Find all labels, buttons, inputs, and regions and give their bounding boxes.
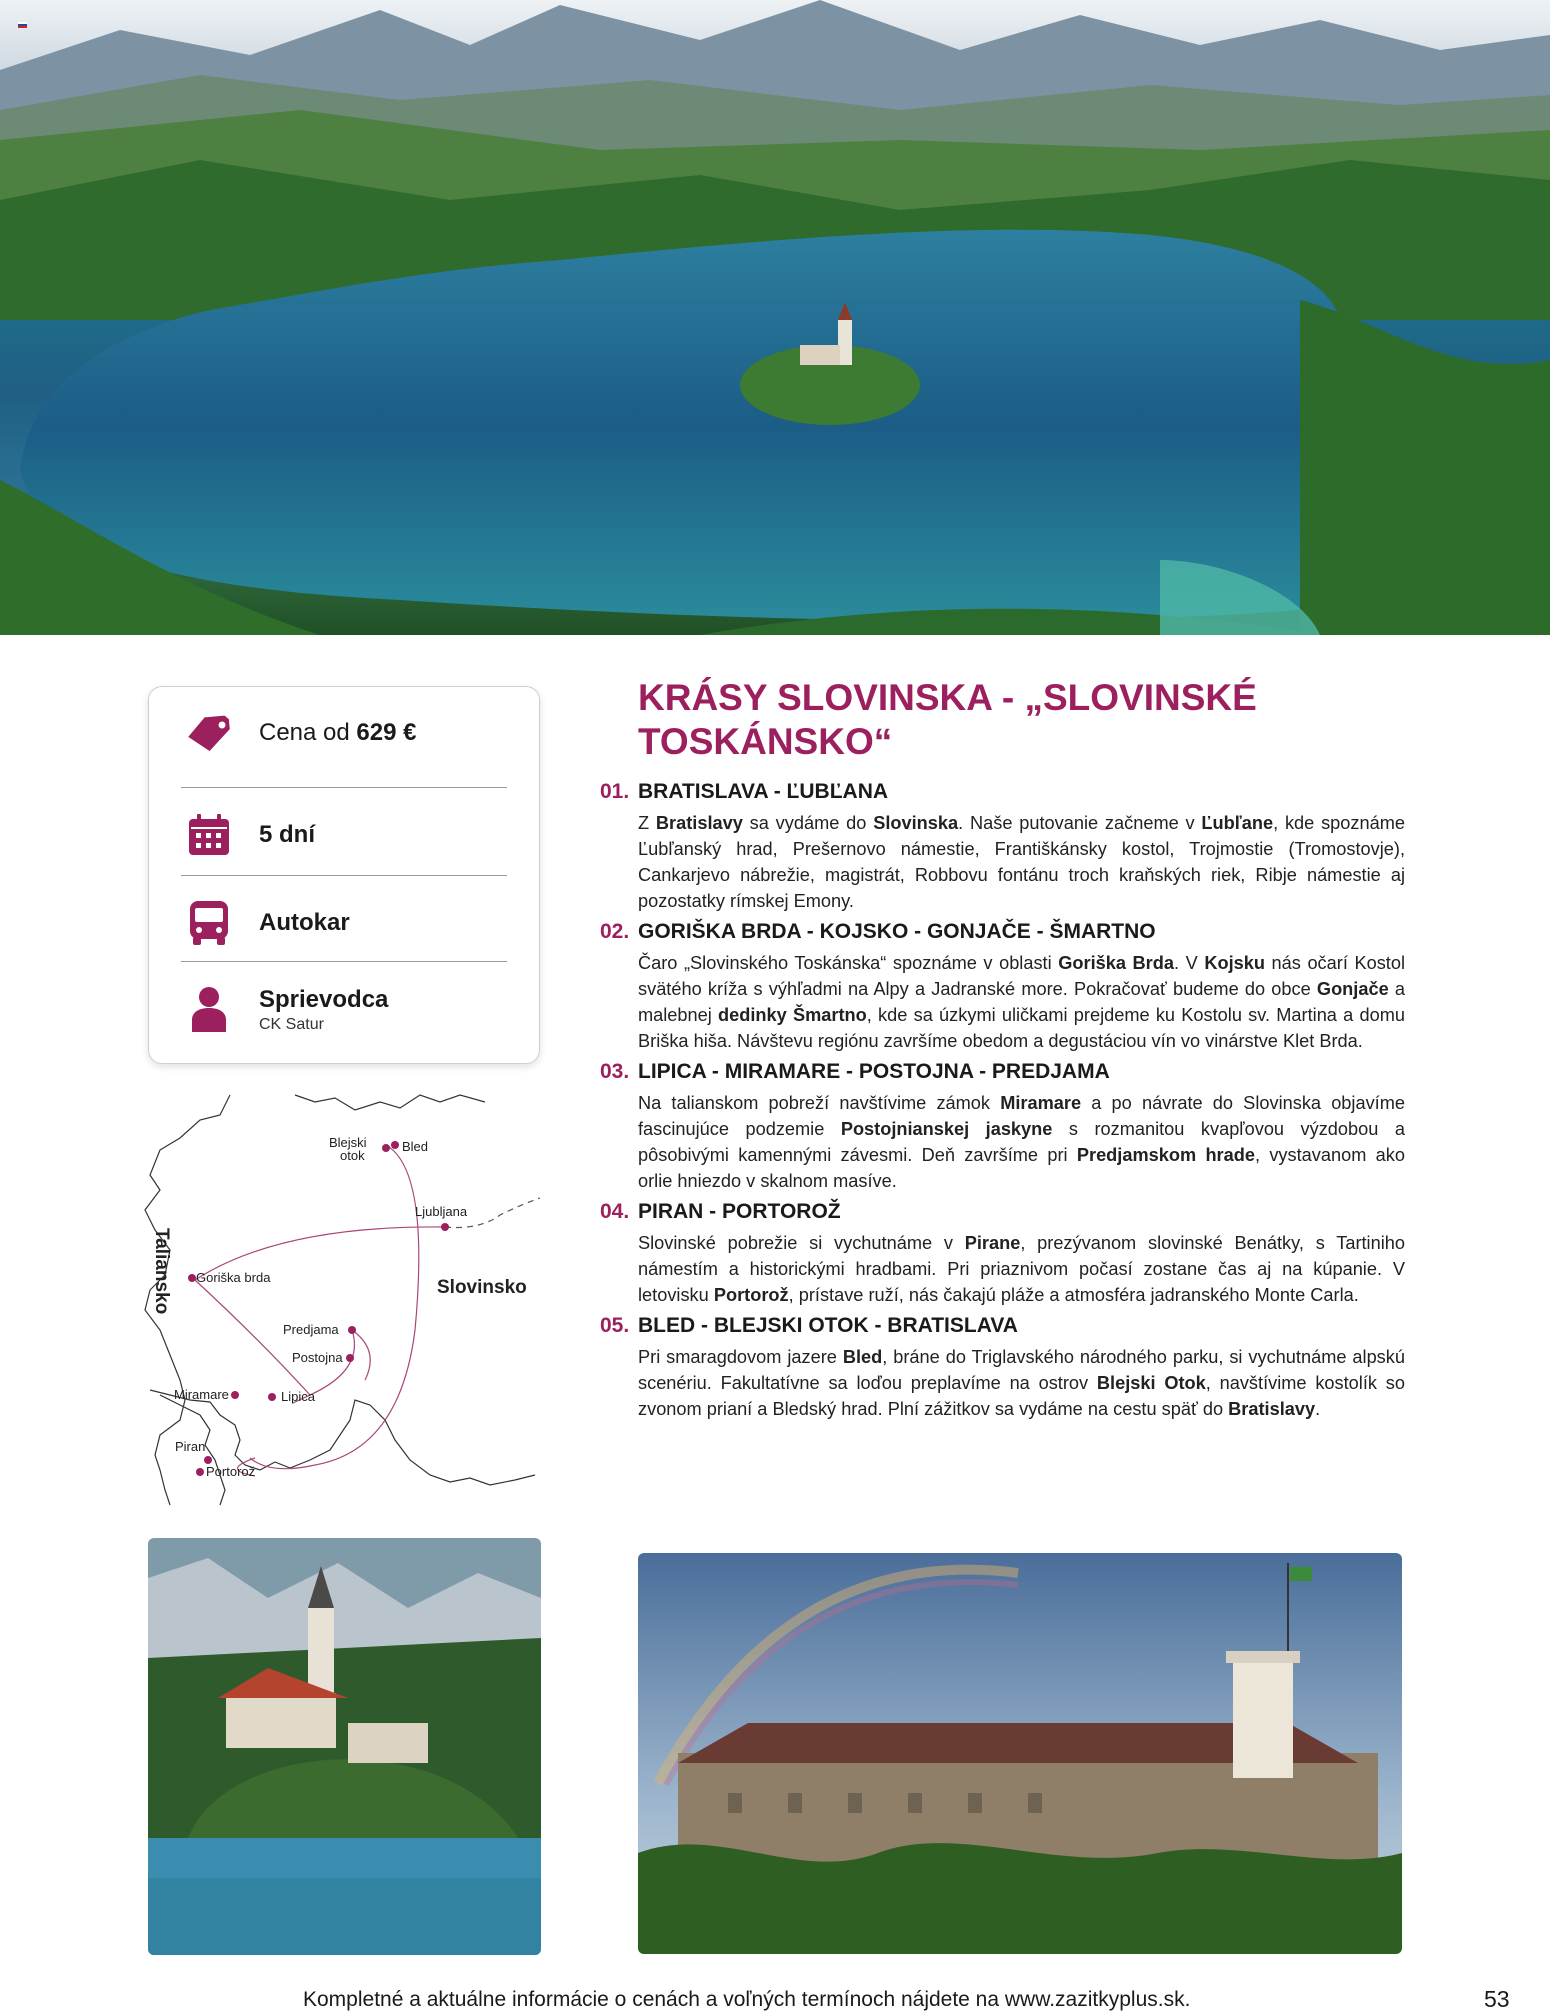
- highlight-text: dedinky Šmartno: [718, 1005, 867, 1025]
- transport-value: Autokar: [259, 908, 350, 936]
- itinerary-day: [600, 1200, 1405, 1308]
- map-label-postojna: Postojna: [292, 1350, 343, 1365]
- map-label-predjama: Predjama: [283, 1322, 339, 1337]
- page-title: KRÁSY SLOVINSKA - „SLOVINSKÉ TOSKÁNSKO“: [638, 677, 1257, 762]
- map-label-bled: Bled: [402, 1139, 429, 1154]
- itinerary: [600, 780, 1405, 1428]
- description-text: , kde spoznáme Ľubľanský hrad, Prešernovo námestie, Františkánsky kostol, Trojmostie (Tromostovje), Cankarjevo nábrežie, magistrát, Robbovu fontánu troch kraňských riek, Ribje námestie aj pozostatky rímskej Emony.: [638, 813, 1406, 911]
- day-heading: [600, 1060, 1405, 1090]
- border-line: [295, 1095, 485, 1110]
- description-text: Slovinské pobrežie si vychutnáme v: [638, 1233, 965, 1253]
- description-text: a malebnej: [638, 979, 1405, 1025]
- description-text: , kde sa úzkymi uličkami prejdeme ku Kostolu sv. Martina a domu Briška hiša. Návštevu regiónu završíme obedom a degustáciou vín vo vinárstve Klet Brda.: [638, 1005, 1405, 1051]
- calendar-icon: [181, 807, 237, 863]
- description-text: , navštívime kostolík so zvonom prianí a Bledský hrad. Plní zážitkov sa vydáme na cestu späť do: [638, 1373, 1405, 1419]
- highlight-text: Bratislavy: [1228, 1399, 1316, 1419]
- flag-icon: [18, 22, 27, 28]
- day-description: [638, 1344, 1405, 1422]
- highlight-text: Kojsku: [1204, 953, 1265, 973]
- highlight-text: Pirane: [964, 1233, 1021, 1253]
- divider: [181, 787, 507, 788]
- highlight-text: Bled: [842, 1347, 883, 1367]
- guide-row: [181, 966, 507, 1053]
- description-text: , prezývanom slovinské Benátky, s Tartiniho námestím a historickými hradbami. Pri priaznivom počasí zostane čas aj na kúpanie. V letovisku: [638, 1233, 1405, 1305]
- highlight-text: Ľubľane: [1201, 813, 1274, 833]
- description-text: a po návrate do Slovinska objavíme fascinujúce podzemie: [638, 1093, 1405, 1139]
- divider: [181, 961, 507, 962]
- day-heading: [600, 1200, 1405, 1230]
- footer-note: Kompletné a aktuálne informácie o cenách a voľných termínoch nájdete na www.zazitkyplus.sk.: [303, 1988, 1191, 2011]
- description-text: Z: [638, 813, 656, 833]
- hero-photo-lake-bled: [0, 0, 1550, 635]
- description-text: nás očarí Kostol svätého kríža s výhľadmi na Alpy a Jadranské more. Pokračovať budeme do obce: [638, 953, 1405, 999]
- map-marker-miramare: [231, 1391, 239, 1399]
- day-title: LIPICA - MIRAMARE - POSTOJNA - PREDJAMA: [638, 1060, 1110, 1083]
- description-text: Čaro „Slovinského Toskánska“ spoznáme v oblasti: [638, 953, 1059, 973]
- highlight-text: Predjamskom hrade: [1076, 1145, 1255, 1165]
- day-title: PIRAN - PORTOROŽ: [638, 1200, 841, 1223]
- duration-value: 5 dní: [259, 820, 316, 848]
- highlight-text: Gonjače: [1316, 979, 1389, 999]
- description-text: , vystavanom ako orlie hniezdo v skalnom masíve.: [638, 1145, 1405, 1191]
- bus-icon: [181, 895, 237, 951]
- map-marker-postojna: [346, 1354, 354, 1362]
- map-marker-piran: [204, 1456, 212, 1464]
- transport-row: [181, 879, 507, 966]
- duration-row: [181, 791, 507, 878]
- photo-ljubljana-castle: [638, 1553, 1402, 1954]
- highlight-text: Goriška Brda: [1058, 953, 1174, 973]
- map-label-portoroz: Portorož: [206, 1464, 256, 1479]
- day-heading: [600, 920, 1405, 950]
- hero-illustration: [0, 0, 1550, 635]
- map-marker-portoroz: [196, 1468, 204, 1476]
- description-text: Na talianskom pobreží navštívime zámok: [638, 1093, 1001, 1113]
- page-number: 53: [1484, 1986, 1510, 2012]
- route-line: [250, 1145, 419, 1469]
- person-icon: [181, 982, 237, 1038]
- description-text: . Naše putovanie začneme v: [958, 813, 1202, 833]
- description-text: , prístave ruží, nás čakajú pláže a atmosféra jadranského Monte Carla.: [788, 1285, 1359, 1305]
- itinerary-day: [600, 920, 1405, 1054]
- description-text: s rozmanitou kvapľovou výzdobou a pôsobivými kamennými závesmi. Deň završíme pri: [638, 1119, 1405, 1165]
- trip-info-card: [148, 686, 540, 1064]
- highlight-text: Portorož: [713, 1285, 789, 1305]
- day-title: GORIŠKA BRDA - KOJSKO - GONJAČE - ŠMARTNO: [638, 920, 1156, 943]
- map-marker-blejski-otok: [382, 1144, 390, 1152]
- map-label-blejski: Blejski: [329, 1135, 367, 1150]
- itinerary-day: [600, 1314, 1405, 1422]
- map-marker-lipica: [268, 1393, 276, 1401]
- photo-bled-island-church: [148, 1538, 541, 1955]
- description-text: sa vydáme do: [742, 813, 874, 833]
- highlight-text: Bratislavy: [655, 813, 743, 833]
- map-label-slovinsko: Slovinsko: [437, 1277, 527, 1298]
- itinerary-day: [600, 780, 1405, 914]
- price-value: 629 €: [356, 718, 417, 746]
- day-number: 04.: [600, 1200, 630, 1223]
- day-number: 01.: [600, 780, 630, 803]
- map-label-goriska-brda: Goriška brda: [196, 1270, 271, 1285]
- description-text: Pri smaragdovom jazere: [638, 1347, 843, 1367]
- route-line: [195, 1280, 310, 1403]
- price-label: Cena od: [259, 718, 357, 746]
- highlight-text: Blejski Otok: [1096, 1373, 1206, 1393]
- highlight-text: Slovinska: [873, 813, 959, 833]
- description-text: .: [1315, 1399, 1321, 1419]
- map-marker-predjama: [348, 1326, 356, 1334]
- divider: [181, 875, 507, 876]
- day-title: BRATISLAVA - ĽUBĽANA: [638, 780, 889, 803]
- map-label-ljubljana: Ljubljana: [415, 1204, 468, 1219]
- day-heading: [600, 1314, 1405, 1344]
- map-label-taliansko: Taliansko: [151, 1228, 172, 1315]
- day-number: 05.: [600, 1314, 630, 1337]
- highlight-text: Miramare: [1000, 1093, 1082, 1113]
- map-marker-bled: [391, 1141, 399, 1149]
- description-text: , bráne do Triglavského národného parku, si vychutnáme alpskú scenériu. Fakultatívne sa loďou preplavíme na ostrov: [638, 1347, 1405, 1393]
- day-description: [638, 810, 1405, 914]
- guide-label: Sprievodca: [259, 985, 389, 1013]
- day-title: BLED - BLEJSKI OTOK - BRATISLAVA: [638, 1314, 1018, 1337]
- day-number: 02.: [600, 920, 630, 943]
- highlight-text: Postojnianskej jaskyne: [840, 1119, 1053, 1139]
- day-description: [638, 1090, 1405, 1194]
- map-marker-ljubljana: [441, 1223, 449, 1231]
- map-label-piran: Piran: [175, 1439, 206, 1454]
- itinerary-day: [600, 1060, 1405, 1194]
- map-label-lipica: Lipica: [281, 1389, 315, 1404]
- price-tag-icon: [181, 705, 237, 761]
- map-marker-goriska-brda: [188, 1274, 196, 1282]
- day-heading: [600, 780, 1405, 810]
- guide-company: CK Satur: [259, 1015, 324, 1033]
- day-description: [638, 950, 1405, 1054]
- description-text: . V: [1173, 953, 1205, 973]
- day-description: [638, 1230, 1405, 1308]
- day-number: 03.: [600, 1060, 630, 1083]
- map-label-miramare: Miramare: [174, 1387, 229, 1402]
- map-label-otok: otok: [340, 1148, 365, 1163]
- price-row: [181, 689, 507, 776]
- route-map: [140, 1090, 550, 1510]
